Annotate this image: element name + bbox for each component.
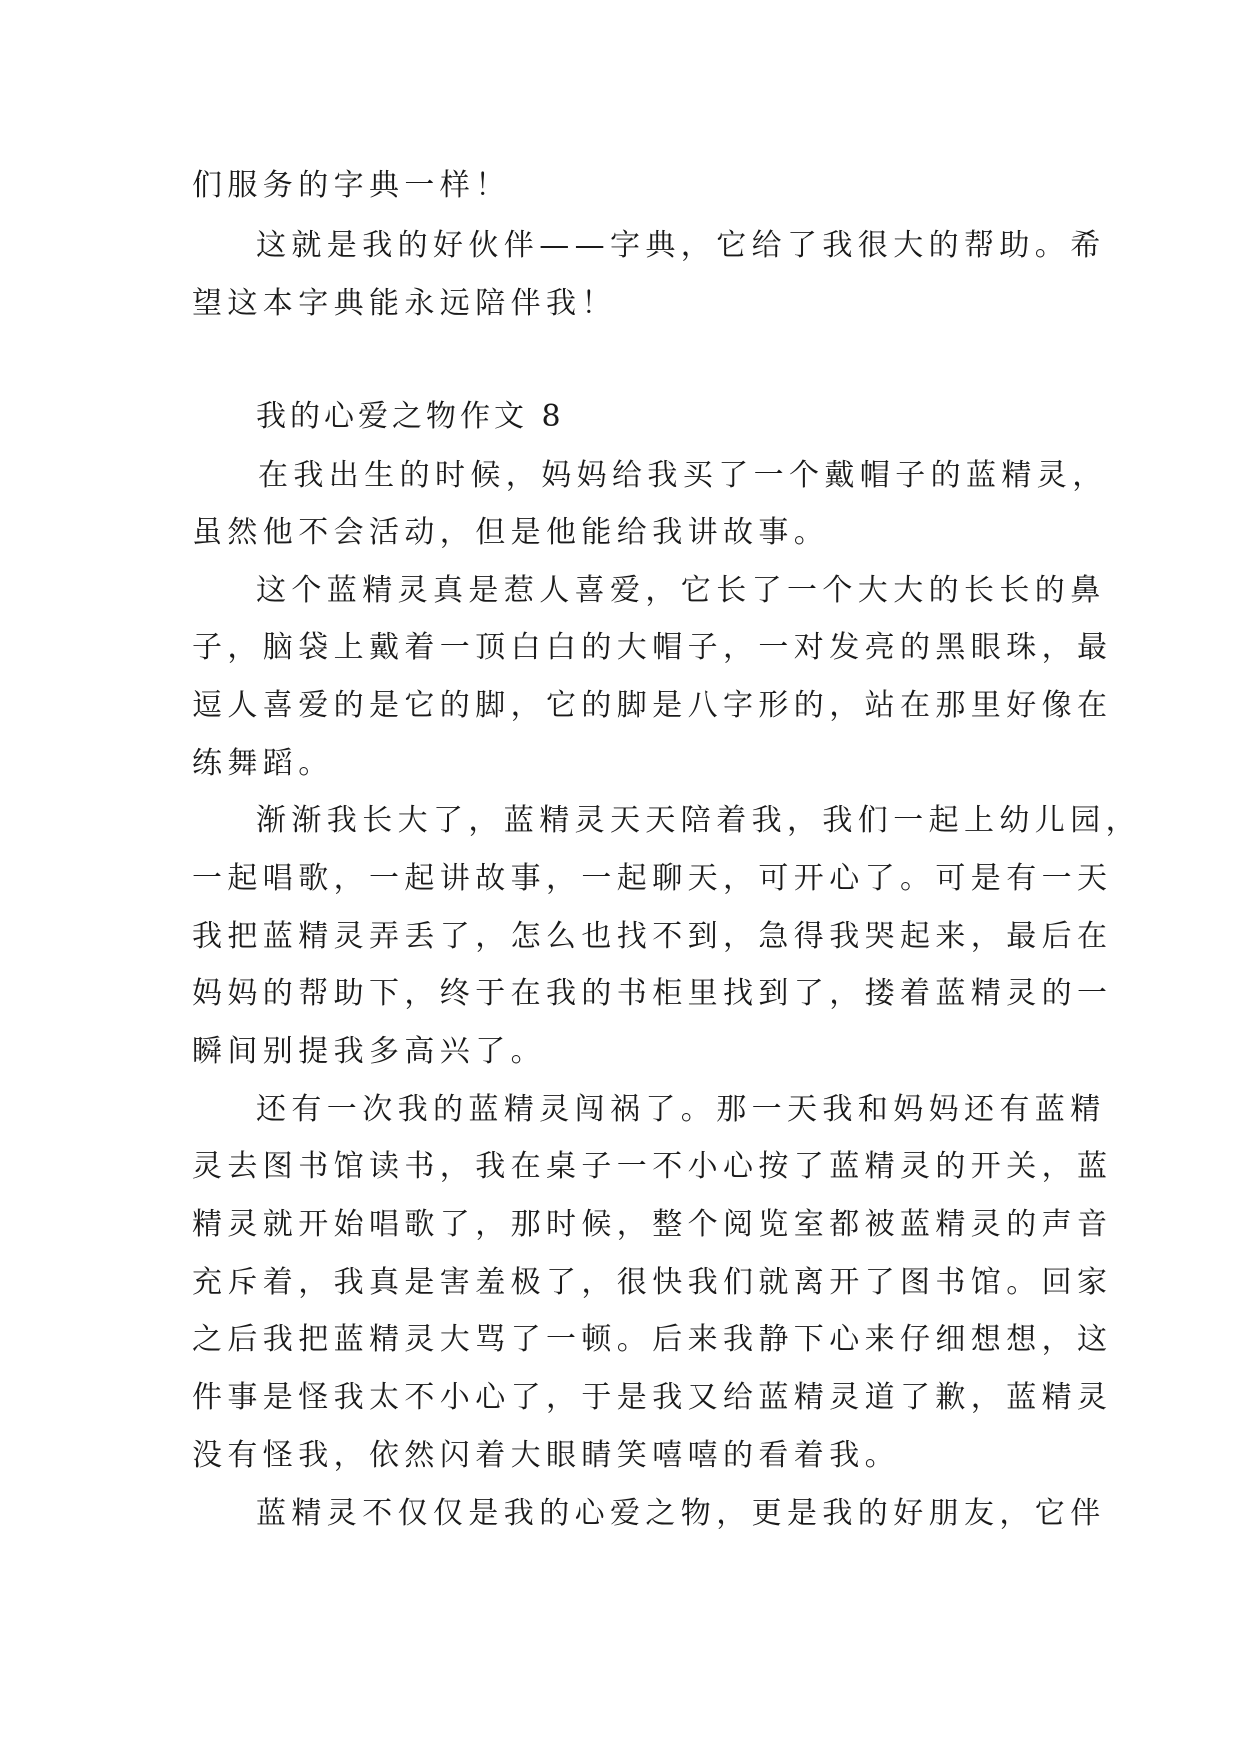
text-line: 妈妈的帮助下，终于在我的书柜里找到了，搂着蓝精灵的一: [192, 976, 1113, 1011]
paragraph-start-line: 还有一次我的蓝精灵闯祸了。那一天我和妈妈还有蓝精: [256, 1092, 1106, 1127]
text-line: 一起唱歌，一起讲故事，一起聊天，可开心了。可是有一天: [192, 861, 1113, 896]
text-line: 没有怪我，依然闪着大眼睛笑嘻嘻的看着我。: [192, 1438, 900, 1473]
text-line: 我把蓝精灵弄丢了，怎么也找不到，急得我哭起来，最后在: [192, 919, 1113, 954]
text-line: 逗人喜爱的是它的脚，它的脚是八字形的，站在那里好像在: [192, 688, 1113, 723]
text-line: 充斥着，我真是害羞极了，很快我们就离开了图书馆。回家: [192, 1265, 1113, 1300]
paragraph-start-line: 渐渐我长大了，蓝精灵天天陪着我，我们一起上幼儿园，: [256, 803, 1141, 838]
text-line: 们服务的字典一样！: [192, 168, 511, 203]
text-line: 精灵就开始唱歌了，那时候，整个阅览室都被蓝精灵的声音: [192, 1207, 1113, 1242]
text-line: 虽然他不会活动，但是他能给我讲故事。: [192, 515, 830, 550]
essay-title: 我的心爱之物作文 8: [256, 399, 565, 434]
text-line: 件事是怪我太不小心了，于是我又给蓝精灵道了歉，蓝精灵: [192, 1380, 1113, 1415]
paragraph-start-line: 蓝精灵不仅仅是我的心爱之物，更是我的好朋友，它伴: [256, 1496, 1106, 1531]
paragraph-start-line: 在我出生的时候，妈妈给我买了一个戴帽子的蓝精灵，: [258, 458, 1108, 493]
paragraph-start-line: 这个蓝精灵真是惹人喜爱，它长了一个大大的长长的鼻: [256, 573, 1106, 608]
text-line: 灵去图书馆读书，我在桌子一不小心按了蓝精灵的开关，蓝: [192, 1149, 1113, 1184]
text-line: 子，脑袋上戴着一顶白白的大帽子，一对发亮的黑眼珠，最: [192, 630, 1113, 665]
text-line: 瞬间别提我多高兴了。: [192, 1034, 546, 1069]
text-line: 之后我把蓝精灵大骂了一顿。后来我静下心来仔细想想，这: [192, 1322, 1113, 1357]
text-line: 望这本字典能永远陪伴我！: [192, 286, 617, 321]
paragraph-start-line: 这就是我的好伙伴——字典，它给了我很大的帮助。希: [256, 228, 1106, 263]
text-line: 练舞蹈。: [192, 746, 334, 781]
